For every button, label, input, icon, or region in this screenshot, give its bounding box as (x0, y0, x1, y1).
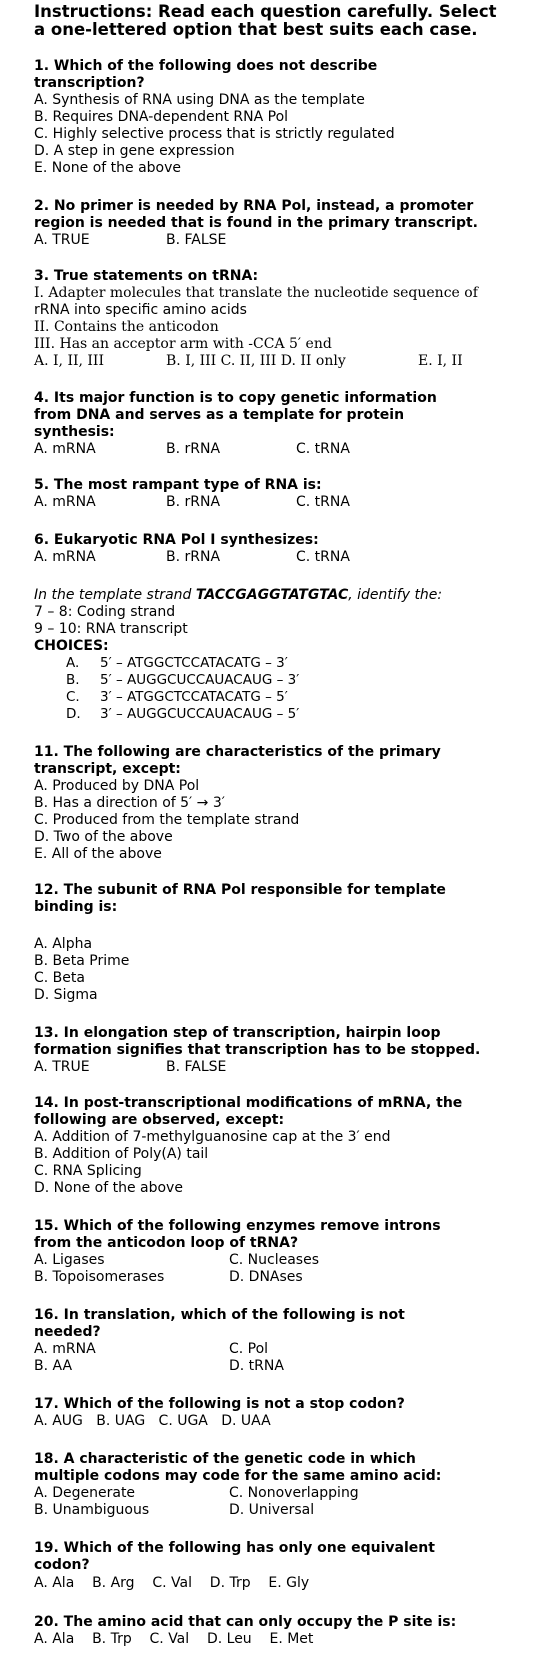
question-1-text-cont: transcription? (34, 75, 145, 91)
question-15-option-a: A. Ligases (34, 1252, 105, 1268)
question-11-text: 11. The following are characteristics of the primary (34, 744, 441, 760)
question-18-option-a: A. Degenerate (34, 1485, 136, 1501)
choice-b-letter: B. (66, 672, 80, 688)
question-4-text: 4. Its major function is to copy genetic information (34, 390, 437, 406)
question-3-statement-1-cont: rRNA into specific amino acids (34, 302, 247, 318)
question-5-option-c: C. tRNA (296, 494, 350, 510)
question-1-option-e: E. None of the above (34, 160, 182, 176)
question-6-text: 6. Eukaryotic RNA Pol I synthesizes: (34, 532, 319, 548)
question-11-text-cont: transcript, except: (34, 761, 181, 777)
question-17-options: A. AUG B. UAG C. UGA D. UAA (34, 1413, 271, 1429)
choice-c-letter: C. (66, 689, 80, 705)
question-12-text: 12. The subunit of RNA Pol responsible for template (34, 882, 446, 898)
question-3-statement-2: II. Contains the anticodon (34, 319, 219, 335)
question-15-text: 15. Which of the following enzymes remove introns (34, 1218, 441, 1234)
question-12-option-c: C. Beta (34, 970, 85, 986)
question-18-option-c: C. Nonoverlapping (229, 1485, 359, 1501)
question-3-options-bcd: B. I, III C. II, III D. II only (166, 353, 346, 369)
question-18-option-b: B. Unambiguous (34, 1502, 150, 1518)
question-16-option-d: D. tRNA (229, 1358, 284, 1374)
instructions-line-2: a one-lettered option that best suits each case. (34, 20, 478, 39)
template-strand-intro: In the template strand TACCGAGGTATGTAC, identify the: (34, 587, 443, 603)
question-20-text: 20. The amino acid that can only occupy the P site is: (34, 1614, 457, 1630)
question-15-option-d: D. DNAses (229, 1269, 303, 1285)
question-19-text-cont: codon? (34, 1557, 90, 1573)
question-14-option-d: D. None of the above (34, 1180, 183, 1196)
question-20-options: A. Ala B. Trp C. Val D. Leu E. Met (34, 1631, 314, 1647)
choice-d-text: 3′ – AUGGCUCCAUACAUG – 5′ (100, 706, 300, 722)
question-6-option-a: A. mRNA (34, 549, 96, 565)
choice-a-letter: A. (66, 655, 80, 671)
question-12-option-d: D. Sigma (34, 987, 98, 1003)
question-18-text: 18. A characteristic of the genetic code in which (34, 1451, 416, 1467)
question-16-option-b: B. AA (34, 1358, 73, 1374)
question-3-statement-3: III. Has an acceptor arm with -CCA 5′ end (34, 336, 332, 352)
choices-label: CHOICES: (34, 638, 109, 654)
template-strand-sequence: TACCGAGGTATGTAC (195, 587, 349, 603)
question-15-option-b: B. Topoisomerases (34, 1269, 165, 1285)
question-16-option-a: A. mRNA (34, 1341, 96, 1357)
question-1-option-d: D. A step in gene expression (34, 143, 235, 159)
question-1-option-a: A. Synthesis of RNA using DNA as the template (34, 92, 365, 108)
question-12-option-a: A. Alpha (34, 936, 93, 952)
question-11-option-c: C. Produced from the template strand (34, 812, 300, 828)
question-13-option-b: B. FALSE (166, 1059, 227, 1075)
choice-c-text: 3′ – ATGGCTCCATACATG – 5′ (100, 689, 288, 705)
question-4-text-cont: from DNA and serves as a template for protein (34, 407, 405, 423)
question-16-option-c: C. Pol (229, 1341, 269, 1357)
question-14-text-cont: following are observed, except: (34, 1112, 285, 1128)
question-2-option-b: B. FALSE (166, 232, 227, 248)
question-11-option-a: A. Produced by DNA Pol (34, 778, 200, 794)
question-14-option-a: A. Addition of 7-methylguanosine cap at the 3′ end (34, 1129, 391, 1145)
question-11-option-e: E. All of the above (34, 846, 162, 862)
question-2-text-cont: region is needed that is found in the primary transcript. (34, 215, 478, 231)
question-15-option-c: C. Nucleases (229, 1252, 320, 1268)
question-15-text-cont: from the anticodon loop of tRNA? (34, 1235, 299, 1251)
question-1-option-b: B. Requires DNA-dependent RNA Pol (34, 109, 289, 125)
choice-a-text: 5′ – ATGGCTCCATACATG – 3′ (100, 655, 288, 671)
question-6-option-b: B. rRNA (166, 549, 221, 565)
choice-d-letter: D. (66, 706, 81, 722)
question-19-options: A. Ala B. Arg C. Val D. Trp E. Gly (34, 1575, 310, 1591)
question-1-text: 1. Which of the following does not describe (34, 58, 378, 74)
question-3-option-a: A. I, II, III (34, 353, 104, 369)
question-13-option-a: A. TRUE (34, 1059, 90, 1075)
question-18-option-d: D. Universal (229, 1502, 315, 1518)
items-9-10-label: 9 – 10: RNA transcript (34, 621, 188, 637)
question-3-statement-1: I. Adapter molecules that translate the nucleotide sequence of (34, 285, 478, 301)
question-14-option-b: B. Addition of Poly(A) tail (34, 1146, 209, 1162)
question-14-text: 14. In post-transcriptional modifications of mRNA, the (34, 1095, 463, 1111)
question-17-text: 17. Which of the following is not a stop codon? (34, 1396, 405, 1412)
items-7-8-label: 7 – 8: Coding strand (34, 604, 176, 620)
question-19-text: 19. Which of the following has only one equivalent (34, 1540, 435, 1556)
question-18-text-cont: multiple codons may code for the same amino acid: (34, 1468, 442, 1484)
question-12-text-cont: binding is: (34, 899, 118, 915)
question-13-text: 13. In elongation step of transcription, hairpin loop (34, 1025, 441, 1041)
question-3-text: 3. True statements on tRNA: (34, 268, 259, 284)
instructions-line-1: Instructions: Read each question carefully. Select (34, 2, 497, 21)
question-12-option-b: B. Beta Prime (34, 953, 130, 969)
question-3-option-e: E. I, II (418, 353, 463, 369)
question-5-option-a: A. mRNA (34, 494, 96, 510)
question-5-option-b: B. rRNA (166, 494, 221, 510)
question-11-option-b: B. Has a direction of 5′ → 3′ (34, 795, 225, 811)
question-4-option-c: C. tRNA (296, 441, 350, 457)
question-2-option-a: A. TRUE (34, 232, 90, 248)
question-11-option-d: D. Two of the above (34, 829, 173, 845)
question-13-text-cont: formation signifies that transcription has to be stopped. (34, 1042, 481, 1058)
question-14-option-c: C. RNA Splicing (34, 1163, 142, 1179)
question-16-text: 16. In translation, which of the following is not (34, 1307, 405, 1323)
question-4-text-cont-2: synthesis: (34, 424, 115, 440)
question-6-option-c: C. tRNA (296, 549, 350, 565)
question-1-option-c: C. Highly selective process that is strictly regulated (34, 126, 395, 142)
question-2-text: 2. No primer is needed by RNA Pol, instead, a promoter (34, 198, 474, 214)
question-16-text-cont: needed? (34, 1324, 101, 1340)
question-4-option-a: A. mRNA (34, 441, 96, 457)
question-5-text: 5. The most rampant type of RNA is: (34, 477, 322, 493)
choice-b-text: 5′ – AUGGCUCCAUACAUG – 3′ (100, 672, 300, 688)
question-4-option-b: B. rRNA (166, 441, 221, 457)
